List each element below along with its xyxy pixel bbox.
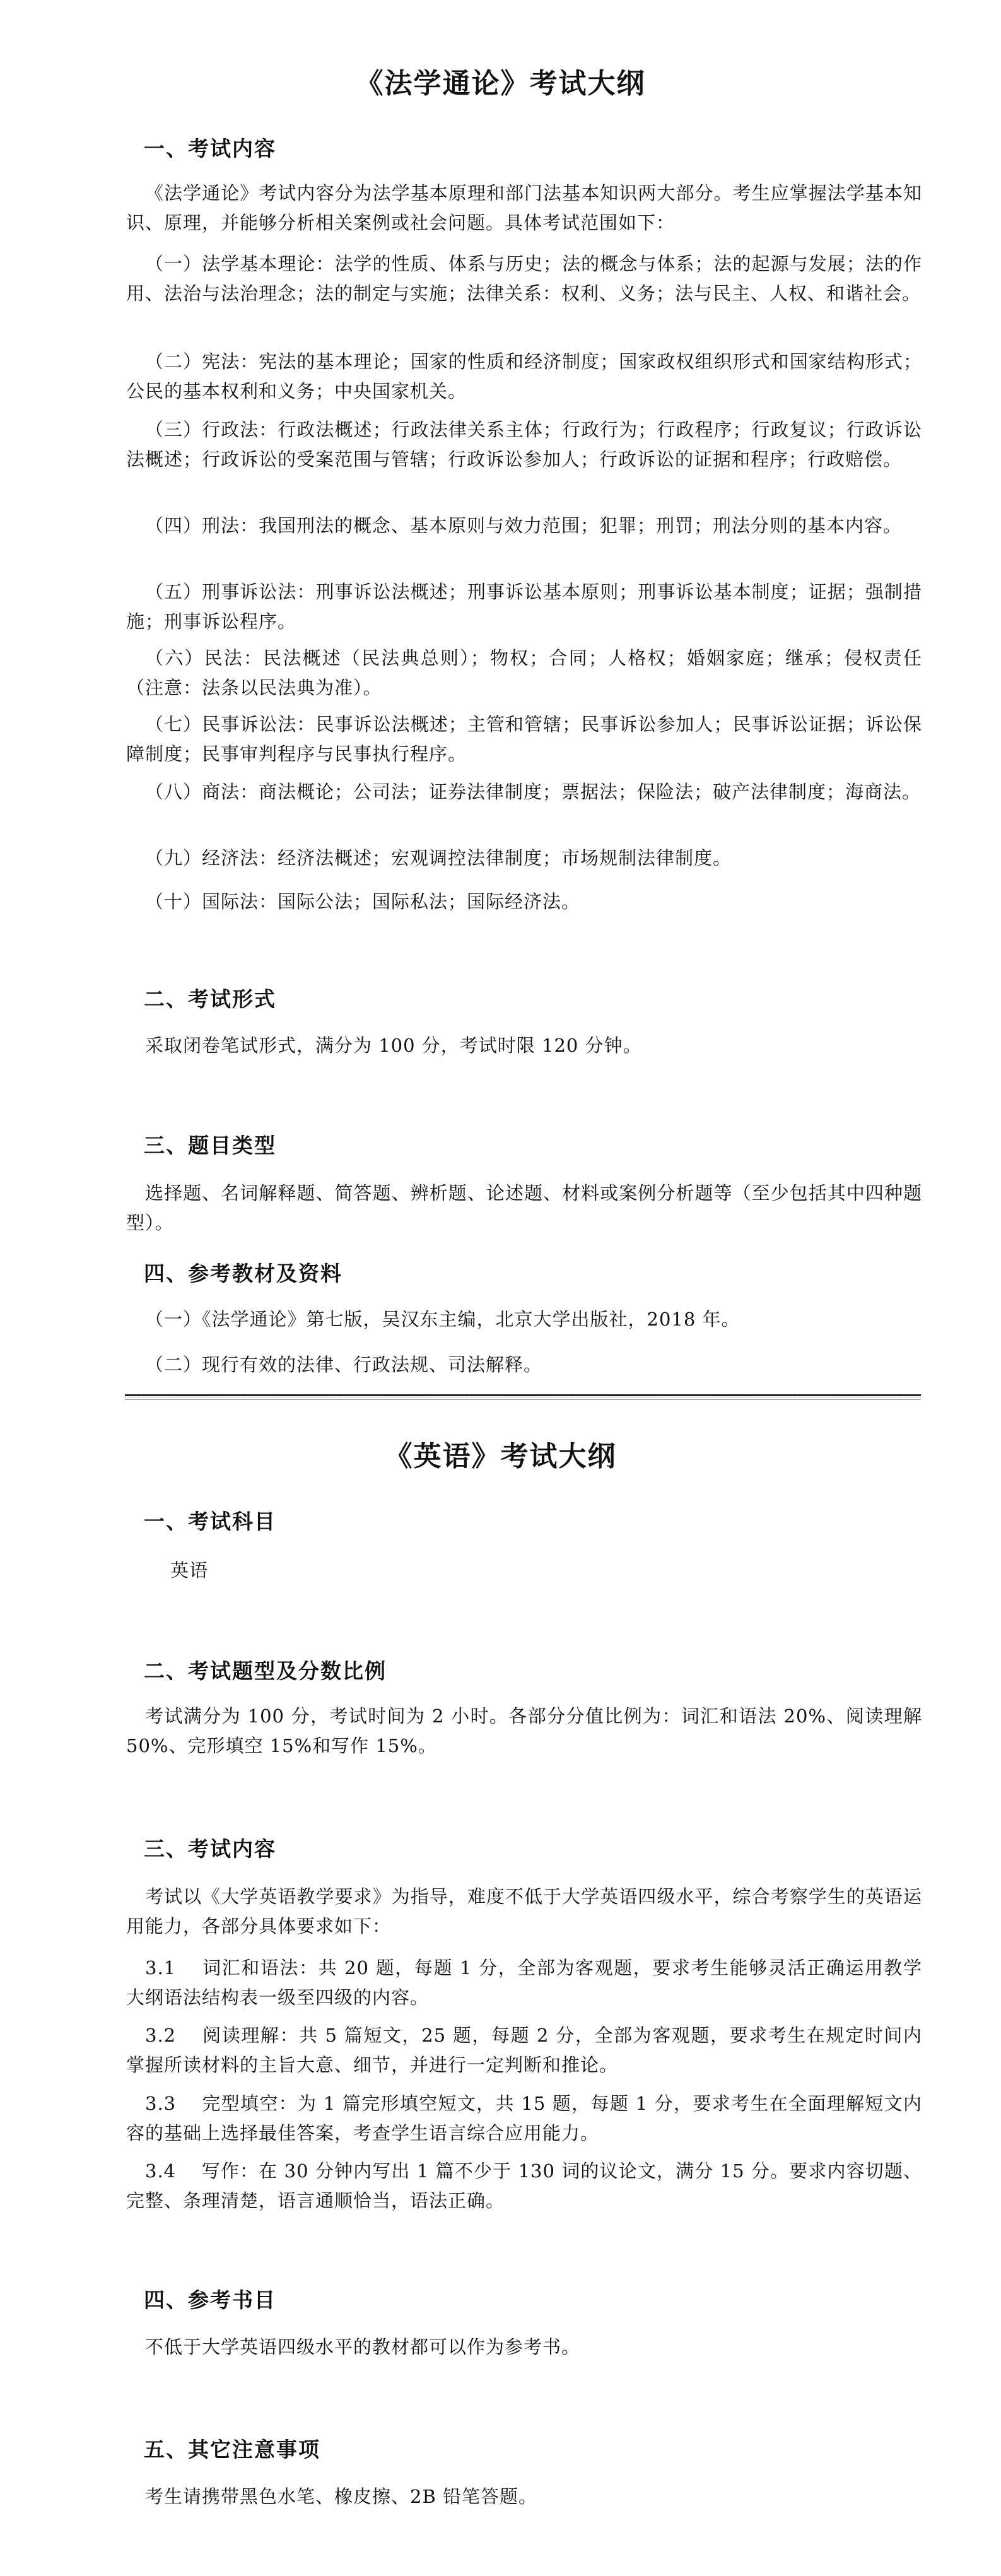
law-item-1: （一）法学基本理论：法学的性质、体系与历史；法的概念与体系；法的起源与发展；法的作用、法治与法治理念；法的制定与实施；法律关系：权利、义务；法与民主、人权、和谐社会。 (126, 253, 922, 304)
english-item-3-3: 3.3 完型填空：为 1 篇完形填空短文，共 15 题，每题 1 分，要求考生在全面理解短文内容的基础上选择最佳答案，考查学生语言综合应用能力。 (126, 2093, 922, 2144)
law-section-2-heading: 二、考试形式 (144, 987, 276, 1011)
english-section-2-text: 考试满分为 100 分，考试时间为 2 小时。各部分分值比例为：词汇和语法 20%、阅读理解 50%、完形填空 15%和写作 15%。 (126, 1705, 922, 1756)
english-section-5-text: 考生请携带黑色水笔、橡皮擦、2B 铅笔答题。 (145, 2486, 537, 2507)
english-exam-title: 《英语》考试大纲 (384, 1440, 617, 1473)
law-item-9: （九）经济法：经济法概述；宏观调控法律制度；市场规制法律制度。 (145, 847, 732, 869)
law-item-6: （六）民法：民法概述（民法典总则）；物权；合同；人格权；婚姻家庭；继承；侵权责任（注意：法条以民法典为准）。 (126, 647, 922, 698)
law-section-1-intro: 《法学通论》考试内容分为法学基本原理和部门法基本知识两大部分。考生应掌握法学基本知识、原理，并能够分析相关案例或社会问题。具体考试范围如下： (126, 182, 922, 233)
english-section-3-intro: 考试以《大学英语教学要求》为指导，难度不低于大学英语四级水平，综合考察学生的英语运用能力，各部分具体要求如下： (126, 1886, 922, 1937)
law-item-7: （七）民事诉讼法：民事诉讼法概述；主管和管辖；民事诉讼参加人；民事诉讼证据；诉讼保障制度；民事审判程序与民事执行程序。 (126, 714, 922, 765)
law-section-4-heading: 四、参考教材及资料 (144, 1261, 342, 1286)
law-section-1-heading: 一、考试内容 (144, 136, 276, 161)
english-item-3-4: 3.4 写作：在 30 分钟内写出 1 篇不少于 130 词的议论文，满分 15 分。要求内容切题、完整、条理清楚，语言通顺恰当，语法正确。 (126, 2160, 922, 2211)
law-item-10: （十）国际法：国际公法；国际私法；国际经济法。 (145, 891, 581, 912)
english-section-3-heading: 三、考试内容 (144, 1837, 276, 1861)
law-reference-1: （一）《法学通论》第七版，吴汉东主编，北京大学出版社，2018 年。 (145, 1309, 741, 1330)
law-item-5: （五）刑事诉讼法：刑事诉讼法概述；刑事诉讼基本原则；刑事诉讼基本制度；证据；强制措施；刑事诉讼程序。 (126, 581, 922, 632)
english-section-5-heading: 五、其它注意事项 (144, 2437, 320, 2462)
law-item-4: （四）刑法：我国刑法的概念、基本原则与效力范围；犯罪；刑罚；刑法分则的基本内容。 (145, 515, 903, 536)
english-item-3-1: 3.1 词汇和语法：共 20 题，每题 1 分，全部为客观题，要求考生能够灵活正确运用教学大纲语法结构表一级至四级的内容。 (126, 1957, 922, 2008)
law-item-3: （三）行政法：行政法概述；行政法律关系主体；行政行为；行政程序；行政复议；行政诉讼法概述；行政诉讼的受案范围与管辖；行政诉讼参加人；行政诉讼的证据和程序；行政赔偿。 (126, 419, 922, 470)
english-section-4-heading: 四、参考书目 (144, 2288, 276, 2312)
law-section-2-text: 采取闭卷笔试形式，满分为 100 分，考试时限 120 分钟。 (145, 1035, 642, 1056)
law-exam-title: 《法学通论》考试大纲 (355, 68, 646, 100)
law-item-8: （八）商法：商法概论；公司法；证券法律制度；票据法；保险法；破产法律制度；海商法。 (145, 781, 922, 803)
english-section-4-text: 不低于大学英语四级水平的教材都可以作为参考书。 (145, 2336, 581, 2358)
law-item-2: （二）宪法：宪法的基本理论；国家的性质和经济制度；国家政权组织形式和国家结构形式；公民的基本权利和义务；中央国家机关。 (126, 351, 922, 402)
law-section-3-text: 选择题、名词解释题、简答题、辨析题、论述题、材料或案例分析题等（至少包括其中四种题型）。 (126, 1182, 922, 1233)
law-section-3-heading: 三、题目类型 (144, 1133, 276, 1158)
english-section-1-text: 英语 (170, 1560, 209, 1581)
english-section-1-heading: 一、考试科目 (144, 1509, 276, 1534)
section-divider (125, 1394, 921, 1400)
english-section-2-heading: 二、考试题型及分数比例 (144, 1659, 387, 1683)
english-item-3-2: 3.2 阅读理解：共 5 篇短文，25 题，每题 2 分，全部为客观题，要求考生在规定时间内掌握所读材料的主旨大意、细节，并进行一定判断和推论。 (126, 2025, 922, 2076)
law-reference-2: （二）现行有效的法律、行政法规、司法解释。 (145, 1354, 543, 1375)
